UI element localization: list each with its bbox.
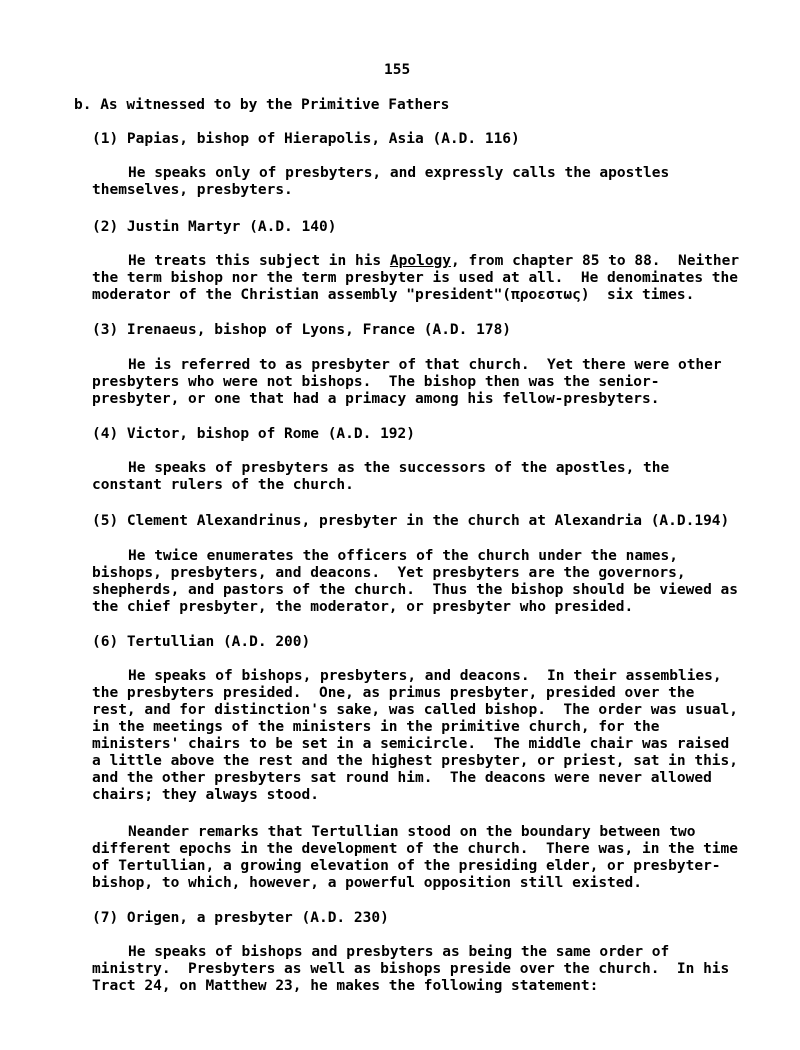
text-line: He is referred to as presbyter of that church. Yet there were other [128,357,722,373]
paragraph-irenaeus [92,357,752,408]
text-line: bishop, to which, however, a powerful opposition still existed. [92,875,642,891]
text-line: the presbyters presided. One, as primus presbyter, presided over the [92,685,695,701]
subsection-title-papias: (1) Papias, bishop of Hierapolis, Asia (A.D. 116) [92,131,520,147]
subsection-title-tertullian: (6) Tertullian (A.D. 200) [92,634,311,650]
text-line: themselves, presbyters. [92,182,293,198]
paragraph-victor [92,460,752,494]
text-line: constant rulers of the church. [92,477,354,493]
text-line: bishops, presbyters, and deacons. Yet presbyters are the governors, [92,565,686,581]
subsection-title-origen: (7) Origen, a presbyter (A.D. 230) [92,910,389,926]
text-line: chairs; they always stood. [92,787,319,803]
text-line: shepherds, and pastors of the church. Thus the bishop should be viewed as [92,582,739,598]
text-line: presbyter, or one that had a primacy among his fellow-presbyters. [92,391,660,407]
section-heading: b. As witnessed to by the Primitive Fathers [74,97,450,113]
paragraph-papias [92,165,752,199]
text-line: He speaks of presbyters as the successors of the apostles, the [128,460,670,476]
text-line: in the meetings of the ministers in the primitive church, for the [92,719,660,735]
text-line: He treats this subject in his Apology, from chapter 85 to 88. Neither [128,253,740,269]
text-line: ministers' chairs to be set in a semicircle. The middle chair was raised [92,736,730,752]
text-line: the chief presbyter, the moderator, or presbyter who presided. [92,599,634,615]
paragraph-origen [92,944,752,995]
text-line: ministry. Presbyters as well as bishops preside over the church. In his [92,961,730,977]
text-line: Neander remarks that Tertullian stood on the boundary between two [128,824,696,840]
text-line: He speaks of bishops and presbyters as being the same order of [128,944,670,960]
text-line: rest, and for distinction's sake, was called bishop. The order was usual, [92,702,739,718]
text-line: the term bishop nor the term presbyter is used at all. He denominates the [92,270,739,286]
text-line: of Tertullian, a growing elevation of the presiding elder, or presbyter- [92,858,721,874]
text-line: He twice enumerates the officers of the church under the names, [128,548,678,564]
text-line: different epochs in the development of the church. There was, in the time [92,841,739,857]
subsection-title-justin: (2) Justin Martyr (A.D. 140) [92,219,337,235]
paragraph-justin [92,253,752,304]
text-line: He speaks of bishops, presbyters, and deacons. In their assemblies, [128,668,722,684]
page-number: 155 [384,62,411,78]
subsection-title-irenaeus: (3) Irenaeus, bishop of Lyons, France (A.D. 178) [92,322,512,338]
text-line: He speaks only of presbyters, and expressly calls the apostles [128,165,670,181]
text-line: and the other presbyters sat round him. The deacons were never allowed [92,770,712,786]
text-line: Tract 24, on Matthew 23, he makes the following statement: [92,978,599,994]
text-line: a little above the rest and the highest presbyter, or priest, sat in this, [92,753,739,769]
underlined-term: Apology [389,253,452,269]
text-line: moderator of the Christian assembly "president"(προεστως) six times. [92,287,695,303]
text-line: presbyters who were not bishops. The bishop then was the senior- [92,374,660,390]
paragraph-tertullian-2 [92,824,752,892]
subsection-title-clement: (5) Clement Alexandrinus, presbyter in the church at Alexandria (A.D.194) [92,513,730,529]
subsection-title-victor: (4) Victor, bishop of Rome (A.D. 192) [92,426,416,442]
paragraph-tertullian-1 [92,668,752,804]
paragraph-clement [92,548,752,616]
